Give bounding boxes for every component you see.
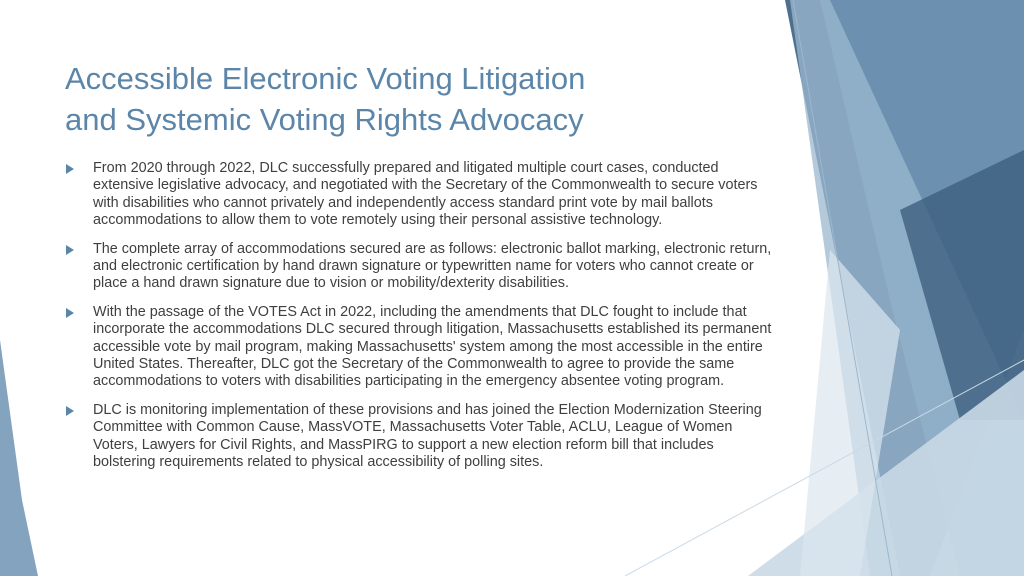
bullet-arrow-icon <box>66 308 74 318</box>
bullet-text: The complete array of accommodations secured are as follows: electronic ballot marking, electronic return, and electronic certification by hand drawn signature or typewritten name for voters who cannot create or place a hand drawn signature due to vision or mobility/dexterity disabilities. <box>93 240 772 292</box>
left-edge-shape <box>0 340 38 576</box>
bullet-text: From 2020 through 2022, DLC successfully prepared and litigated multiple court cases, conducted extensive legislative advocacy, and negotiated with the Secretary of the Commonwealth to secure voters with disabilities who cannot privately and independently access standard print vote by mail ballots accommodations to allow them to vote remotely using their personal assistive technology. <box>93 160 758 229</box>
bullet-arrow-icon <box>66 406 74 416</box>
slide-title <box>65 58 765 140</box>
bullet-list <box>65 160 780 483</box>
bullet-item <box>65 304 780 391</box>
bullet-arrow-icon <box>66 245 74 255</box>
bullet-item <box>65 160 780 230</box>
bullet-arrow-icon <box>66 164 74 174</box>
bullet-item <box>65 241 780 293</box>
bullet-text: DLC is monitoring implementation of these provisions and has joined the Election Modernization Steering Committee with Common Cause, MassVOTE, Massachusetts Voter Table, ACLU, League of Women Voters, Lawyers for Civil Rights, and MassPIRG to support a new election reform bill that includes bolstering requirements related to physical accessibility of polling sites. <box>93 401 762 471</box>
bullet-text: With the passage of the VOTES Act in 2022, including the amendments that DLC fought to include that incorporate the accommodations DLC secured through litigation, Massachusetts established its permanent accessible vote by mail program, making Massachusetts' system among the most accessible in the entire United States. Thereafter, DLC got the Secretary of the Commonwealth to agree to provide the same accommodations to voters with disabilities participating in the emergency absentee voting program. <box>93 303 772 390</box>
slide-title-line-1: Accessible Electronic Voting Litigation <box>65 61 586 96</box>
bullet-item <box>65 402 780 472</box>
slide-title-line-2: and Systemic Voting Rights Advocacy <box>65 102 584 137</box>
